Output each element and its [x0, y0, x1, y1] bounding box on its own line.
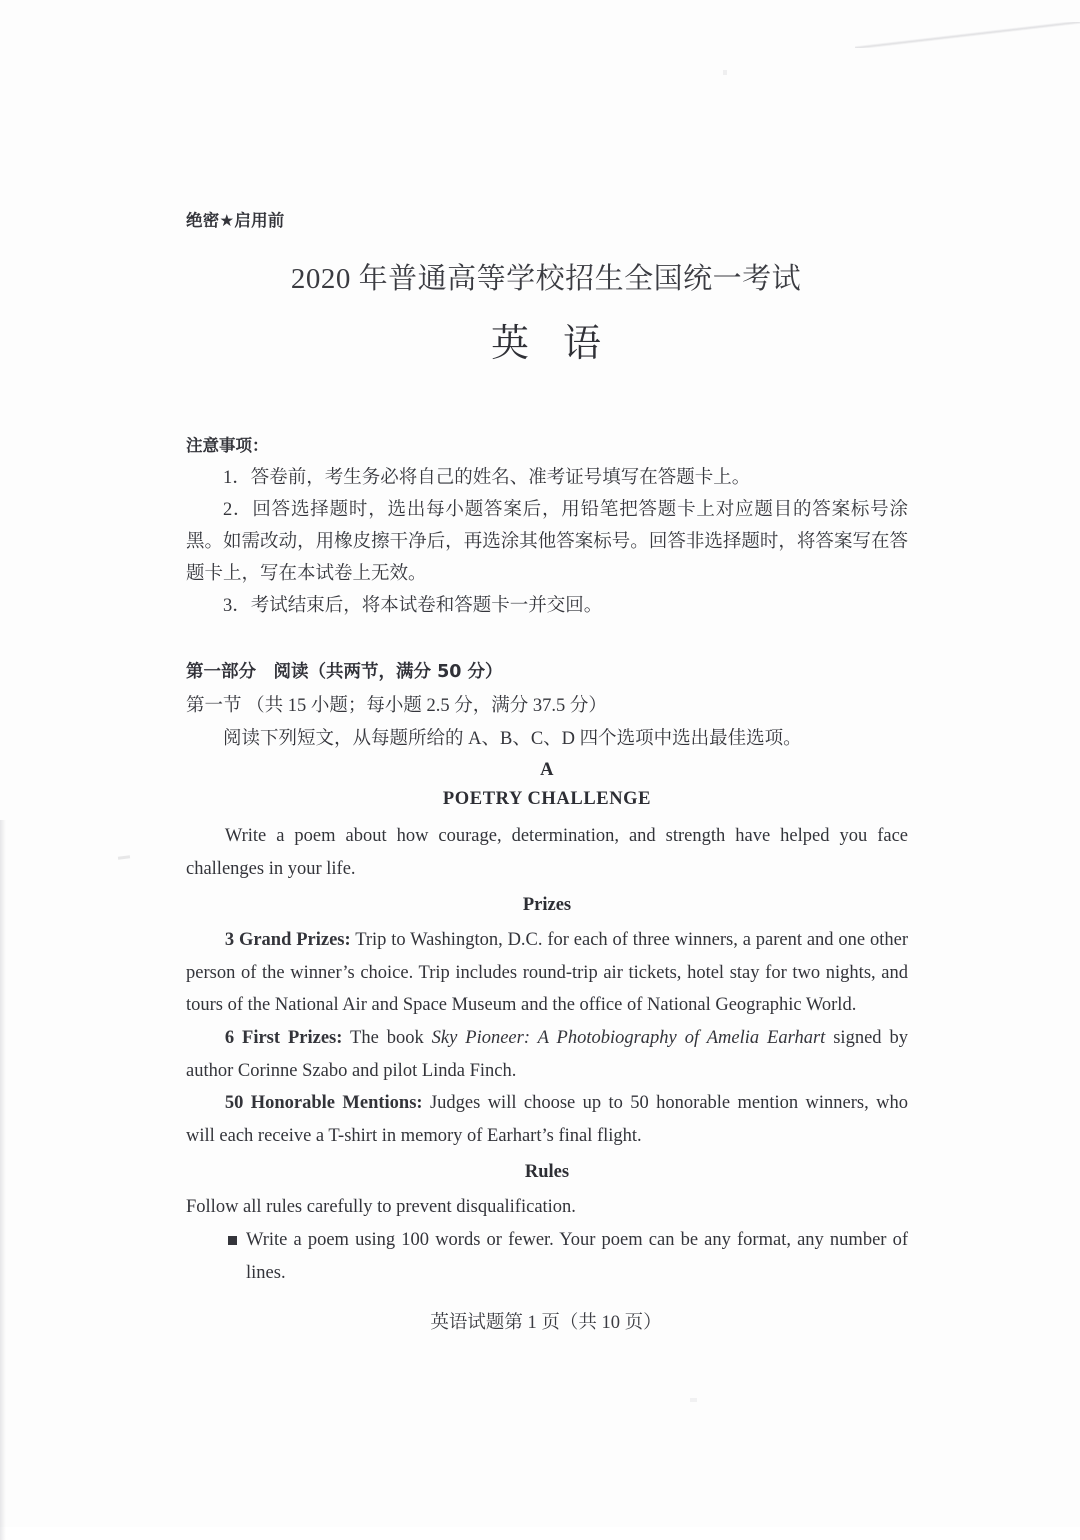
rule-bullet-item [186, 1224, 908, 1289]
grand-prizes-label: 3 Grand Prizes: [224, 930, 351, 951]
subject-title: 英语 [490, 321, 635, 365]
page-footer: 英语试题第 1 页（共 10 页） [430, 1313, 662, 1333]
grand-prizes-paragraph [186, 924, 908, 1022]
rule-bullet-text: Write a poem using 100 words or fewer. Your poem can be any format, any number of lines. [246, 1229, 908, 1283]
rules-heading: Rules [524, 1162, 570, 1183]
square-bullet-icon [228, 1236, 237, 1245]
passage-letter: A [540, 760, 554, 780]
passage-intro-paragraph: Write a poem about how courage, determination, and strength have helped you face challenges in your life. [186, 826, 908, 879]
scan-speck-artifact [690, 1398, 697, 1402]
first-prizes-text-before: The book [342, 1027, 432, 1048]
notice-item: 3．考试结束后，将本试卷和答题卡一并交回。 [223, 596, 603, 616]
scan-edge-artifact [855, 22, 1080, 48]
honorable-mentions-text: Judges will choose up to 50 honorable mention winners, who will each receive a T-shirt in memory of Earhart’s final flight. [186, 1093, 908, 1146]
prizes-heading: Prizes [522, 895, 572, 916]
passage-title: POETRY CHALLENGE [442, 789, 652, 809]
part-one-heading: 第一部分 阅读（共两节，满分 50 分） [186, 662, 503, 682]
first-prizes-text-after: signed by author Corinne Szabo and pilot Linda Finch. [186, 1027, 908, 1081]
scan-speck-artifact [723, 70, 727, 75]
passage-a [186, 760, 908, 1289]
rules-intro: Follow all rules carefully to prevent disqualification. [186, 1197, 576, 1218]
grand-prizes-text: Trip to Washington, D.C. for each of three winners, a parent and one other person of the winner’s choice. Trip includes round-trip air tickets, hotel stay for two nights, and tours of the National Air and Space Museum and the office of National Geographic World. [186, 930, 908, 1016]
notice-heading: 注意事项： [186, 436, 269, 455]
section-one-heading: 第一节 （共 15 小题；每小题 2.5 分，满分 37.5 分） [186, 696, 607, 716]
first-prizes-paragraph [186, 1022, 908, 1087]
notice-list [186, 462, 908, 622]
secret-notice: 绝密★启用前 [186, 211, 285, 230]
scan-speck-artifact [118, 855, 130, 859]
honorable-mentions-paragraph [186, 1087, 908, 1152]
notice-item: 1．答卷前，考生务必将自己的姓名、准考证号填写在答题卡上。 [223, 468, 751, 488]
exam-title: 2020 年普通高等学校招生全国统一考试 [290, 263, 802, 295]
first-prizes-book-title: Sky Pioneer: A Photobiography of Amelia Earhart [431, 1027, 826, 1048]
notice-item: 2．回答选择题时，选出每小题答案后，用铅笔把答题卡上对应题目的答案标号涂黑。如需改动，用橡皮擦干净后，再选涂其他答案标号。回答非选择题时，将答案写在答题卡上，写在本试卷上无效。 [186, 500, 908, 584]
first-prizes-label: 6 First Prizes: [224, 1027, 343, 1048]
section-instruction: 阅读下列短文，从每题所给的 A、B、C、D 四个选项中选出最佳选项。 [223, 729, 802, 749]
honorable-mentions-label: 50 Honorable Mentions: [224, 1093, 423, 1114]
scan-left-edge-shadow [0, 820, 6, 1540]
